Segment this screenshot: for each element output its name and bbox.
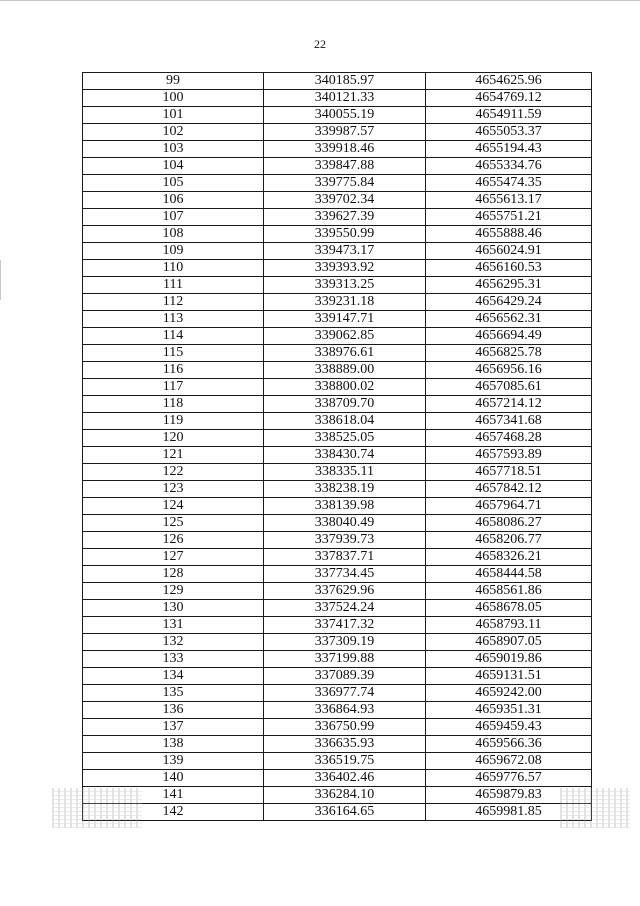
- y-coordinate-cell: 4659131.51: [426, 668, 592, 685]
- x-coordinate-cell: 338238.19: [264, 481, 426, 498]
- x-coordinate-cell: 337837.71: [264, 549, 426, 566]
- y-coordinate-cell: 4656024.91: [426, 243, 592, 260]
- point-number-cell: 110: [83, 260, 264, 277]
- point-number-cell: 140: [83, 770, 264, 787]
- y-coordinate-cell: 4654625.96: [426, 73, 592, 90]
- y-coordinate-cell: 4658206.77: [426, 532, 592, 549]
- table-row: [83, 549, 592, 566]
- table-row: [83, 583, 592, 600]
- point-number-cell: 123: [83, 481, 264, 498]
- coordinates-table: [82, 72, 592, 821]
- x-coordinate-cell: 337417.32: [264, 617, 426, 634]
- table-row: [83, 124, 592, 141]
- point-number-cell: 122: [83, 464, 264, 481]
- x-coordinate-cell: 338709.70: [264, 396, 426, 413]
- y-coordinate-cell: 4654769.12: [426, 90, 592, 107]
- table-row: [83, 328, 592, 345]
- x-coordinate-cell: 337734.45: [264, 566, 426, 583]
- table-row: [83, 107, 592, 124]
- point-number-cell: 136: [83, 702, 264, 719]
- y-coordinate-cell: 4656295.31: [426, 277, 592, 294]
- y-coordinate-cell: 4657468.28: [426, 430, 592, 447]
- x-coordinate-cell: 337524.24: [264, 600, 426, 617]
- y-coordinate-cell: 4656562.31: [426, 311, 592, 328]
- x-coordinate-cell: 336284.10: [264, 787, 426, 804]
- point-number-cell: 99: [83, 73, 264, 90]
- table-row: [83, 719, 592, 736]
- x-coordinate-cell: 339987.57: [264, 124, 426, 141]
- point-number-cell: 129: [83, 583, 264, 600]
- x-coordinate-cell: 337629.96: [264, 583, 426, 600]
- x-coordinate-cell: 338139.98: [264, 498, 426, 515]
- table-row: [83, 158, 592, 175]
- x-coordinate-cell: 337309.19: [264, 634, 426, 651]
- y-coordinate-cell: 4658086.27: [426, 515, 592, 532]
- table-row: [83, 209, 592, 226]
- table-row: [83, 804, 592, 821]
- y-coordinate-cell: 4657964.71: [426, 498, 592, 515]
- point-number-cell: 138: [83, 736, 264, 753]
- x-coordinate-cell: 339550.99: [264, 226, 426, 243]
- y-coordinate-cell: 4658444.58: [426, 566, 592, 583]
- point-number-cell: 124: [83, 498, 264, 515]
- table-row: [83, 362, 592, 379]
- x-coordinate-cell: 339627.39: [264, 209, 426, 226]
- y-coordinate-cell: 4655053.37: [426, 124, 592, 141]
- point-number-cell: 108: [83, 226, 264, 243]
- y-coordinate-cell: 4658793.11: [426, 617, 592, 634]
- point-number-cell: 135: [83, 685, 264, 702]
- point-number-cell: 137: [83, 719, 264, 736]
- x-coordinate-cell: 336977.74: [264, 685, 426, 702]
- x-coordinate-cell: 339847.88: [264, 158, 426, 175]
- table-row: [83, 668, 592, 685]
- point-number-cell: 133: [83, 651, 264, 668]
- x-coordinate-cell: 340121.33: [264, 90, 426, 107]
- y-coordinate-cell: 4659242.00: [426, 685, 592, 702]
- table-row: [83, 141, 592, 158]
- coordinates-table-body: [83, 73, 592, 821]
- y-coordinate-cell: 4657593.89: [426, 447, 592, 464]
- point-number-cell: 132: [83, 634, 264, 651]
- y-coordinate-cell: 4658326.21: [426, 549, 592, 566]
- point-number-cell: 120: [83, 430, 264, 447]
- x-coordinate-cell: 338889.00: [264, 362, 426, 379]
- x-coordinate-cell: 339231.18: [264, 294, 426, 311]
- x-coordinate-cell: 339702.34: [264, 192, 426, 209]
- x-coordinate-cell: 336402.46: [264, 770, 426, 787]
- table-row: [83, 345, 592, 362]
- point-number-cell: 121: [83, 447, 264, 464]
- x-coordinate-cell: 337939.73: [264, 532, 426, 549]
- y-coordinate-cell: 4659776.57: [426, 770, 592, 787]
- x-coordinate-cell: 338976.61: [264, 345, 426, 362]
- y-coordinate-cell: 4656429.24: [426, 294, 592, 311]
- table-row: [83, 651, 592, 668]
- y-coordinate-cell: 4658678.05: [426, 600, 592, 617]
- y-coordinate-cell: 4659019.86: [426, 651, 592, 668]
- table-row: [83, 481, 592, 498]
- y-coordinate-cell: 4655613.17: [426, 192, 592, 209]
- table-row: [83, 430, 592, 447]
- table-row: [83, 413, 592, 430]
- y-coordinate-cell: 4655751.21: [426, 209, 592, 226]
- point-number-cell: 125: [83, 515, 264, 532]
- table-row: [83, 175, 592, 192]
- point-number-cell: 104: [83, 158, 264, 175]
- x-coordinate-cell: 339393.92: [264, 260, 426, 277]
- table-row: [83, 498, 592, 515]
- y-coordinate-cell: 4659459.43: [426, 719, 592, 736]
- y-coordinate-cell: 4656825.78: [426, 345, 592, 362]
- point-number-cell: 128: [83, 566, 264, 583]
- table-row: [83, 770, 592, 787]
- table-row: [83, 464, 592, 481]
- point-number-cell: 127: [83, 549, 264, 566]
- x-coordinate-cell: 338040.49: [264, 515, 426, 532]
- x-coordinate-cell: 340185.97: [264, 73, 426, 90]
- point-number-cell: 103: [83, 141, 264, 158]
- x-coordinate-cell: 338800.02: [264, 379, 426, 396]
- y-coordinate-cell: 4658907.05: [426, 634, 592, 651]
- point-number-cell: 102: [83, 124, 264, 141]
- y-coordinate-cell: 4656160.53: [426, 260, 592, 277]
- point-number-cell: 115: [83, 345, 264, 362]
- table-row: [83, 90, 592, 107]
- x-coordinate-cell: 339775.84: [264, 175, 426, 192]
- point-number-cell: 105: [83, 175, 264, 192]
- point-number-cell: 112: [83, 294, 264, 311]
- y-coordinate-cell: 4659879.83: [426, 787, 592, 804]
- y-coordinate-cell: 4657842.12: [426, 481, 592, 498]
- point-number-cell: 106: [83, 192, 264, 209]
- y-coordinate-cell: 4658561.86: [426, 583, 592, 600]
- table-row: [83, 260, 592, 277]
- table-row: [83, 192, 592, 209]
- point-number-cell: 107: [83, 209, 264, 226]
- page-number: 22: [314, 37, 326, 51]
- x-coordinate-cell: 339918.46: [264, 141, 426, 158]
- table-row: [83, 634, 592, 651]
- x-coordinate-cell: 338525.05: [264, 430, 426, 447]
- y-coordinate-cell: 4656956.16: [426, 362, 592, 379]
- x-coordinate-cell: 339473.17: [264, 243, 426, 260]
- y-coordinate-cell: 4659566.36: [426, 736, 592, 753]
- y-coordinate-cell: 4654911.59: [426, 107, 592, 124]
- x-coordinate-cell: 340055.19: [264, 107, 426, 124]
- y-coordinate-cell: 4655474.35: [426, 175, 592, 192]
- table-row: [83, 685, 592, 702]
- x-coordinate-cell: 338618.04: [264, 413, 426, 430]
- table-row: [83, 311, 592, 328]
- scan-left-mark: [0, 260, 1, 300]
- y-coordinate-cell: 4656694.49: [426, 328, 592, 345]
- table-row: [83, 566, 592, 583]
- y-coordinate-cell: 4655888.46: [426, 226, 592, 243]
- point-number-cell: 130: [83, 600, 264, 617]
- table-row: [83, 515, 592, 532]
- point-number-cell: 113: [83, 311, 264, 328]
- table-row: [83, 277, 592, 294]
- x-coordinate-cell: 339062.85: [264, 328, 426, 345]
- point-number-cell: 117: [83, 379, 264, 396]
- table-row: [83, 294, 592, 311]
- point-number-cell: 131: [83, 617, 264, 634]
- y-coordinate-cell: 4657718.51: [426, 464, 592, 481]
- y-coordinate-cell: 4657341.68: [426, 413, 592, 430]
- point-number-cell: 139: [83, 753, 264, 770]
- table-row: [83, 736, 592, 753]
- point-number-cell: 101: [83, 107, 264, 124]
- point-number-cell: 109: [83, 243, 264, 260]
- right-stamp-ghost: [560, 788, 630, 828]
- y-coordinate-cell: 4659351.31: [426, 702, 592, 719]
- table-row: [83, 753, 592, 770]
- table-row: [83, 447, 592, 464]
- point-number-cell: 111: [83, 277, 264, 294]
- x-coordinate-cell: 339147.71: [264, 311, 426, 328]
- x-coordinate-cell: 336750.99: [264, 719, 426, 736]
- y-coordinate-cell: 4655334.76: [426, 158, 592, 175]
- table-row: [83, 532, 592, 549]
- left-stamp-ghost: [52, 788, 142, 828]
- table-row: [83, 396, 592, 413]
- point-number-cell: 116: [83, 362, 264, 379]
- table-row: [83, 379, 592, 396]
- scan-top-edge: [0, 0, 640, 1]
- point-number-cell: 134: [83, 668, 264, 685]
- y-coordinate-cell: 4655194.43: [426, 141, 592, 158]
- point-number-cell: 126: [83, 532, 264, 549]
- point-number-cell: 118: [83, 396, 264, 413]
- x-coordinate-cell: 336864.93: [264, 702, 426, 719]
- table-row: [83, 702, 592, 719]
- x-coordinate-cell: 336635.93: [264, 736, 426, 753]
- table-row: [83, 617, 592, 634]
- table-row: [83, 243, 592, 260]
- y-coordinate-cell: 4659981.85: [426, 804, 592, 821]
- table-row: [83, 73, 592, 90]
- x-coordinate-cell: 338430.74: [264, 447, 426, 464]
- table-row: [83, 226, 592, 243]
- x-coordinate-cell: 338335.11: [264, 464, 426, 481]
- point-number-cell: 119: [83, 413, 264, 430]
- y-coordinate-cell: 4659672.08: [426, 753, 592, 770]
- x-coordinate-cell: 337089.39: [264, 668, 426, 685]
- x-coordinate-cell: 339313.25: [264, 277, 426, 294]
- point-number-cell: 114: [83, 328, 264, 345]
- x-coordinate-cell: 337199.88: [264, 651, 426, 668]
- point-number-cell: 100: [83, 90, 264, 107]
- y-coordinate-cell: 4657085.61: [426, 379, 592, 396]
- x-coordinate-cell: 336519.75: [264, 753, 426, 770]
- point-number-cell: 141: [83, 787, 264, 804]
- point-number-cell: 142: [83, 804, 264, 821]
- table-row: [83, 787, 592, 804]
- x-coordinate-cell: 336164.65: [264, 804, 426, 821]
- table-row: [83, 600, 592, 617]
- y-coordinate-cell: 4657214.12: [426, 396, 592, 413]
